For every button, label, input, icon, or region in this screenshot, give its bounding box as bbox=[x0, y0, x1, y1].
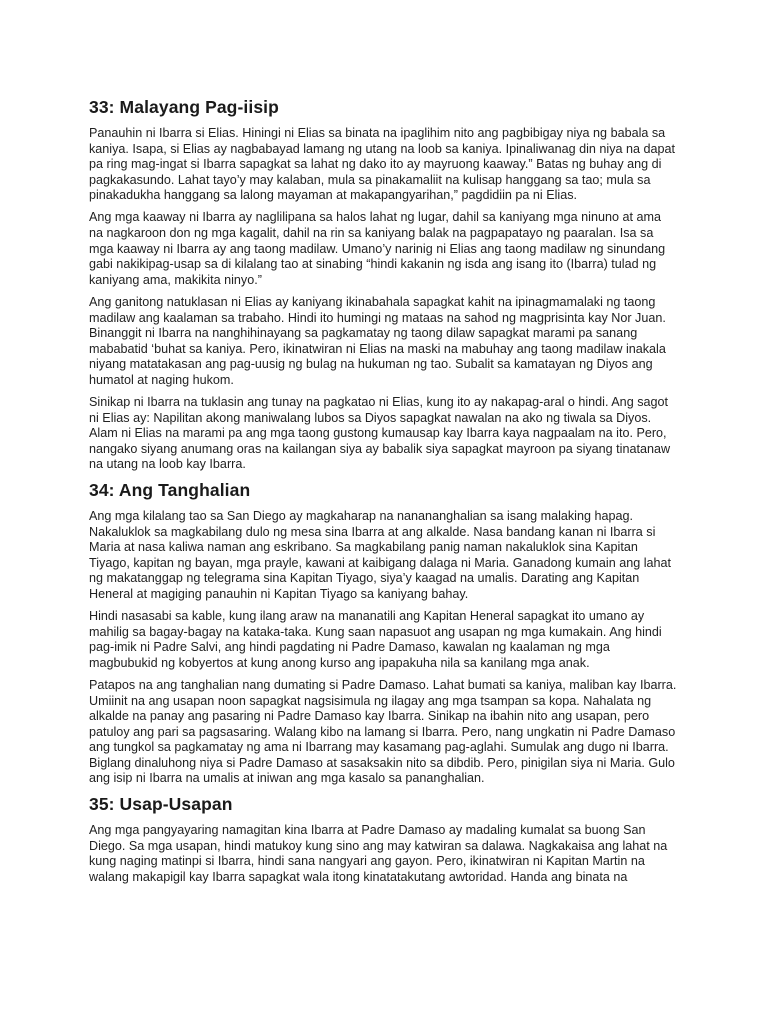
chapter-33-title: 33: Malayang Pag-iisip bbox=[89, 97, 279, 117]
chapter-35-title: 35: Usap-Usapan bbox=[89, 794, 233, 815]
chapter-33-paragraph-3: Ang ganitong natuklasan ni Elias ay kaniyang ikinabahala sapagkat kahit na ipinagmamalaki ng taong madilaw ang kaalaman sa trabaho. Hindi ito humingi ng mataas na sahod ng magprisinta kay Nor Juan. Binanggit ni Ibarra na nanghihinayang sa pagkamatay ng taong dilaw sapagkat marami pa sanang mababatid ‘buhat sa kaniya. Pero, ikinatwiran ni Elias na maski na mabuhay ang taong madilaw inakala niyang matatakasan ang pag-uusig ng bulag na hukuman ng tao. Subalit sa kamatayan ng Diyos ang humatol at naging hukom. bbox=[89, 294, 666, 387]
chapter-35-paragraph-1: Ang mga pangyayaring namagitan kina Ibarra at Padre Damaso ay madaling kumalat sa buong San Diego. Sa mga usapan, hindi matukoy kung sino ang may katwiran sa dalawa. Nagkakaisa ang lahat na kung naging matinpi si Ibarra, hindi sana nangyari ang gayon. Pero, ikinatwiran ni Kapitan Martin na walang makapigil kay Ibarra sapagkat wala itong kinatatakutang awtoridad. Handa ang binata na bbox=[89, 823, 668, 884]
document-page bbox=[89, 96, 677, 891]
chapter-34-title: 34: Ang Tanghalian bbox=[89, 479, 251, 500]
chapter-34-section bbox=[89, 479, 677, 787]
chapter-34-paragraph-1: Ang mga kilalang tao sa San Diego ay magkaharap na nanananghalian sa isang malaking hapag. Nakaluklok sa magkabilang dulo ng mesa sina Ibarra at ang alkalde. Nasa bandang kanan ni Ibarra si Maria at nasa kaliwa naman ang eskribano. Sa magkabilang panig naman nakaluklok sina Kapitan Tiyago, kapitan ng bayan, mga prayle, kawani at kaibigang dalaga ni Maria. Ganadong kumain ang lahat ng makatanggap ng telegrama sina Kapitan Tiyago, siya’y kaagad na umalis. Darating ang Kapitan Heneral at magiging panauhin ni Kapitan Tiyago sa kaniyang bahay. bbox=[89, 508, 672, 601]
chapter-33-paragraph-2: Ang mga kaaway ni Ibarra ay naglilipana sa halos lahat ng lugar, dahil sa kaniyang mga ninuno at ama na nagkaroon don ng mga kagalit, dahil na rin sa kaniyang balak na pagpapatayo ng paaralan. Isa sa mga kaaway ni Ibarra ay ang taong madilaw. Umano’y narinig ni Elias ang taong madilaw ng sinundang gabi nakikipag-usap sa di kilalang tao at sinabing “hindi kakanin ng isda ang isang ito (Ibarra) tulad ng kaniyang ama, makikita ninyo.” bbox=[89, 210, 666, 287]
chapter-34-paragraph-2: Hindi nasasabi sa kable, kung ilang araw na mananatili ang Kapitan Heneral sapagkat ito umano ay mahilig sa bagay-bagay na kataka-taka. Kung saan napasuot ang usapan ng mga kumakain. Ang hindi pag-imik ni Padre Salvi, ang hindi pagdating ni Padre Damaso, kawalan ng kaalaman ng mga magbubukid ng kobyertos at kung anong kurso ang ipapakuha nila sa kanilang mga anak. bbox=[89, 609, 662, 670]
chapter-33-paragraph-1: Panauhin ni Ibarra si Elias. Hiningi ni Elias sa binata na ipaglihim nito ang pagbibigay niya ng babala sa kaniya. Isapa, si Elias ay nagbabayad lamang ng utang na loob sa kaniya. Ipinaliwanag din niya na dapat pa ring mag-ingat si Ibarra sapagkat sa lahat ng dako ito ay mayruong kaaway.” Batas ng buhay ang di pagkakasundo. Lahat tayo’y may kalaban, mula sa pinakamaliit na kulisap hanggang sa tao; mula sa pinakadukha hanggang sa lalong mayaman at makapangyarihan,” pagdidiin pa ni Elias. bbox=[89, 126, 676, 203]
chapter-34-paragraph-3: Patapos na ang tanghalian nang dumating si Padre Damaso. Lahat bumati sa kaniya, maliban kay Ibarra. Umiinit na ang usapan noon sapagkat nagsisimula ng ilagay ang mga tsampan sa kopa. Nahalata ng alkalde na panay ang pasaring ni Padre Damaso kay Ibarra. Sinikap na ibahin nito ang usapan, pero patuloy ang pari sa pagsasaring. Walang kibo na lamang si Ibarra. Pero, nang ungkatin ni Padre Damaso ang tungkol sa pagkamatay ng ama ni Ibarrang may kasamang pag-aglahi. Sumulak ang dugo ni Ibarra. Biglang dinaluhong niya si Padre Damaso at sasaksakin nito sa dibdib. Pero, pinigilan siya ni Maria. Gulo ang isip ni Ibarra na umalis at iniwan ang mga kasalo sa pananghalian. bbox=[89, 677, 677, 786]
chapter-33-section bbox=[89, 96, 677, 473]
chapter-33-paragraph-4: Sinikap ni Ibarra na tuklasin ang tunay na pagkatao ni Elias, kung ito ay nakapag-aral o hindi. Ang sagot ni Elias ay: Napilitan akong maniwalang lubos sa Diyos sapagkat nawalan na ako ng tiwala sa Diyos. Alam ni Elias na marami pa ang mga taong gustong kumausap kay Ibarra kaya nagpaalam na ito. Pero, nangako siyang anumang oras na kailangan siya ay babalik siya sapagkat mayroon pa siyang tinatanaw na utang na loob kay Ibarra. bbox=[89, 395, 671, 472]
chapter-35-section bbox=[89, 793, 677, 885]
